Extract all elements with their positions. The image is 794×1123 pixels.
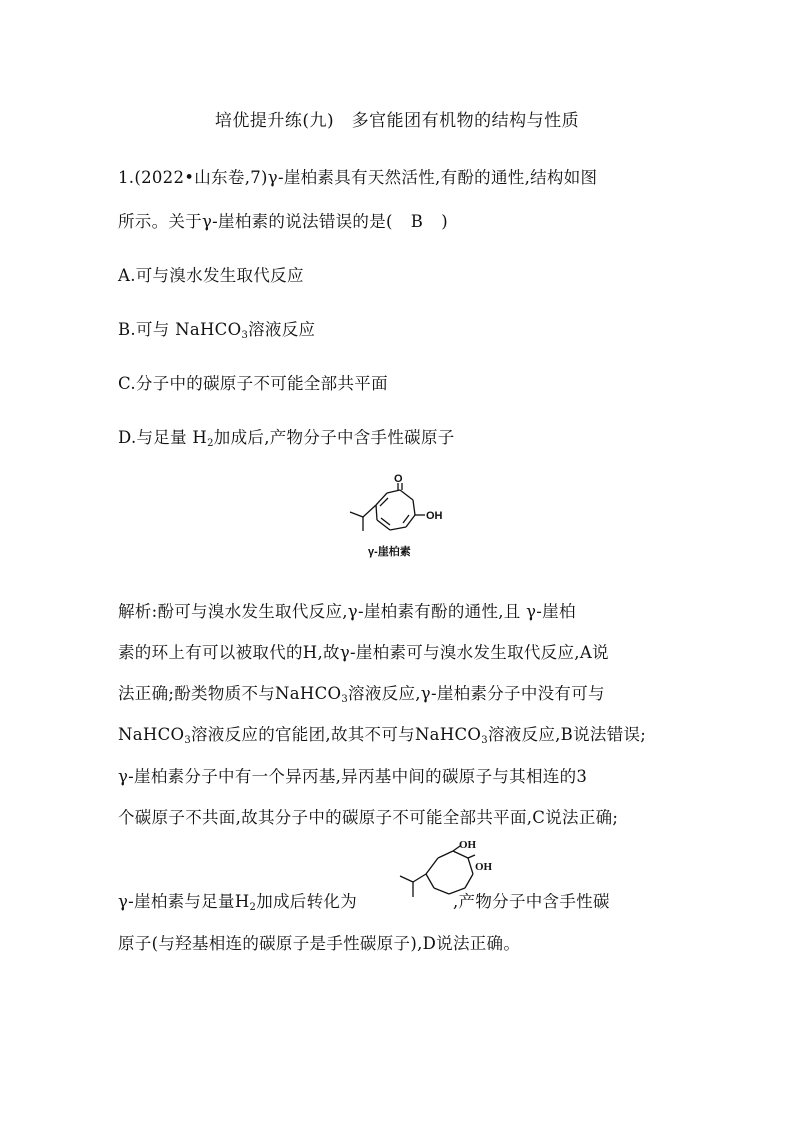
analysis-line-4	[118, 721, 646, 746]
question-stem-line-2	[118, 208, 448, 232]
page-title: 培优提升练(九) 多官能团有机物的结构与性质	[214, 111, 580, 131]
structure-caption: γ-崖柏素	[368, 546, 411, 558]
option-b-text-end: 溶液反应	[248, 320, 316, 339]
carbonyl-oxygen-label: O	[394, 473, 403, 485]
analysis-line-5: γ-崖柏素分子中有一个异丙基,异丙基中间的碳原子与其相连的3	[118, 767, 588, 786]
option-b-text: B.可与 NaHCO	[118, 320, 242, 339]
analysis-line-7-subscript: 2	[249, 902, 257, 913]
analysis-line-3-text-end: 溶液反应,γ-崖柏素分子中没有可与	[348, 684, 605, 703]
option-d-subscript: 2	[207, 438, 214, 449]
option-c: C.分子中的碳原子不可能全部共平面	[118, 374, 388, 393]
question-stem-text: 所示。关于γ-崖柏素的说法错误的是(	[118, 212, 393, 231]
analysis-line-3	[118, 680, 605, 705]
analysis-line-4-text: NaHCO	[118, 725, 185, 744]
hydroxyl-label: OH	[426, 510, 443, 522]
question-stem-line-1: 1.(2022•山东卷,7)γ-崖柏素具有天然活性,有酚的通性,结构如图	[118, 168, 598, 187]
analysis-line-6: 个碳原子不共面,故其分子中的碳原子不可能全部共平面,C说法正确;	[118, 808, 619, 827]
product-structure-figure	[393, 834, 505, 910]
analysis-line-7-text: γ-崖柏素与足量H	[118, 892, 250, 911]
option-b-subscript: 3	[241, 330, 249, 341]
analysis-line-4-text-end: 溶液反应,B说法错误;	[487, 725, 647, 744]
answer-paren-close: )	[441, 212, 448, 231]
analysis-line-7-text-end: ,产物分子中含手性碳	[453, 892, 610, 911]
analysis-line-8: 原子(与羟基相连的碳原子是手性碳原子),D说法正确。	[118, 934, 521, 953]
answer-letter: B	[410, 212, 424, 231]
option-a: A.可与溴水发生取代反应	[118, 266, 304, 285]
option-d-text: D.与足量 H	[118, 428, 208, 447]
option-d	[118, 424, 455, 449]
option-d-text-end: 加成后,产物分子中含手性碳原子	[213, 428, 455, 447]
analysis-line-7	[118, 888, 610, 913]
analysis-line-2: 素的环上有可以被取代的H,故γ-崖柏素可与溴水发生取代反应,A说	[118, 643, 609, 662]
analysis-line-4-subscript-2: 3	[481, 735, 488, 746]
thujaplicin-structure-figure	[340, 470, 460, 562]
analysis-line-3-subscript: 3	[341, 694, 349, 705]
analysis-line-4-text-mid: 溶液反应的官能团,故其不可与NaHCO	[191, 725, 482, 744]
analysis-line-4-subscript-1: 3	[184, 735, 191, 746]
analysis-line-3-text: 法正确;酚类物质不与NaHCO	[118, 684, 342, 703]
thujaplicin-structure-svg	[340, 470, 460, 562]
product-structure-svg	[393, 834, 505, 910]
product-hydroxyl-label-1: OH	[459, 839, 477, 851]
option-b	[118, 316, 315, 341]
analysis-line-7-text-mid: 加成后转化为	[256, 892, 358, 911]
product-hydroxyl-label-2: OH	[475, 861, 493, 873]
analysis-line-1: 解析:酚可与溴水发生取代反应,γ-崖柏素有酚的通性,且 γ-崖柏	[118, 602, 576, 621]
